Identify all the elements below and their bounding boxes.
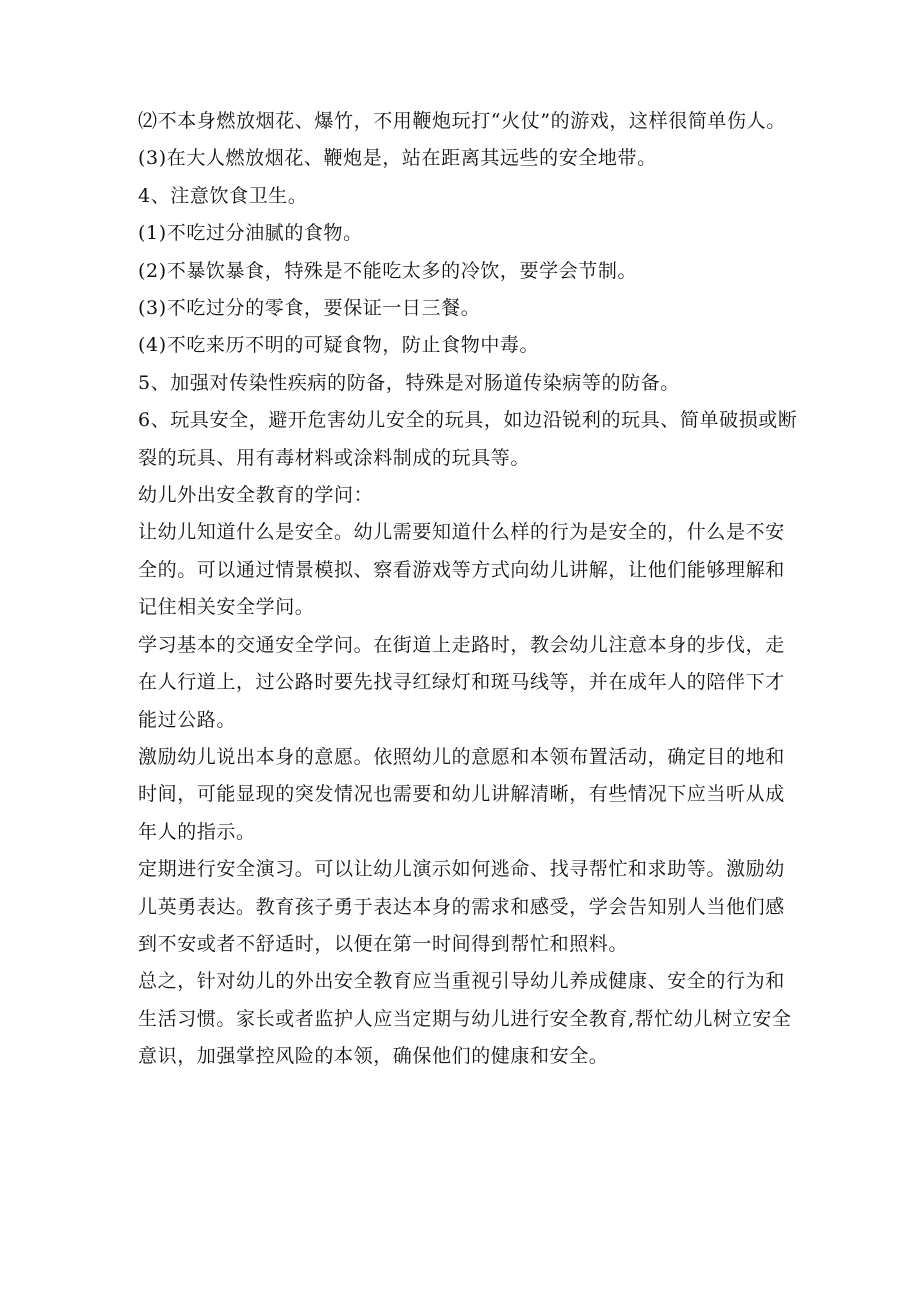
paragraph-traffic-safety: 学习基本的交通安全学问。在街道上走路时，教会幼儿注意本身的步伐，走在人行道上，过公路时要先找寻红绿灯和斑马线等，并在成年人的陪伴下才能过公路。 xyxy=(138,633,785,731)
paragraph-food-hygiene-heading: 4、注意饮食卫生。 xyxy=(138,184,308,207)
paragraph-express-wishes: 激励幼儿说出本身的意愿。依照幼儿的意愿和本领布置活动，确定目的地和时间，可能显现的突发情况也需要和幼儿讲解清晰，有些情况下应当听从成年人的指示。 xyxy=(138,745,785,843)
document-body xyxy=(138,103,798,1076)
paragraph-safety-drills: 定期进行安全演习。可以让幼儿演示如何逃命、找寻帮忙和求助等。激励幼儿英勇表达。教育孩子勇于表达本身的需求和感受，学会告知别人当他们感到不安或者不舒适时，以便在第一时间得到帮忙和照料。 xyxy=(138,858,785,955)
paragraph-food-item-2: (2)不暴饮暴食，特殊是不能吃太多的冷饮，要学会节制。 xyxy=(138,259,638,282)
paragraph-food-item-4: (4)不吃来历不明的可疑食物，防止食物中毒。 xyxy=(138,334,540,357)
paragraph-conclusion: 总之，针对幼儿的外出安全教育应当重视引导幼儿养成健康、安全的行为和生活习惯。家长或者监护人应当定期与幼儿进行安全教育,帮忙幼儿树立安全意识，加强掌控风险的本领，确保他们的健康和安全。 xyxy=(138,970,792,1068)
paragraph-firework-item-3: (3)在大人燃放烟花、鞭炮是，站在距离其远些的安全地带。 xyxy=(138,147,657,170)
paragraph-food-item-1: (1)不吃过分油腻的食物。 xyxy=(138,222,363,245)
paragraph-toy-safety: 6、玩具安全，避开危害幼儿安全的玩具，如边沿锐利的玩具、简单破损或断裂的玩具、用有毒材料或涂料制成的玩具等。 xyxy=(138,409,798,469)
paragraph-disease-prevention: 5、加强对传染性疾病的防备，特殊是对肠道传染病等的防备。 xyxy=(138,371,680,394)
paragraph-what-is-safety: 让幼儿知道什么是安全。幼儿需要知道什么样的行为是安全的，什么是不安全的。可以通过情景模拟、察看游戏等方式向幼儿讲解，让他们能够理解和记住相关安全学问。 xyxy=(138,521,785,619)
paragraph-firework-item-2: ⑵不本身燃放烟花、爆竹，不用鞭炮玩打“火仗”的游戏，这样很简单伤人。 xyxy=(138,110,786,132)
paragraph-food-item-3: (3)不吃过分的零食，要保证一日三餐。 xyxy=(138,297,481,320)
paragraph-outing-heading: 幼儿外出安全教育的学问： xyxy=(138,484,374,507)
